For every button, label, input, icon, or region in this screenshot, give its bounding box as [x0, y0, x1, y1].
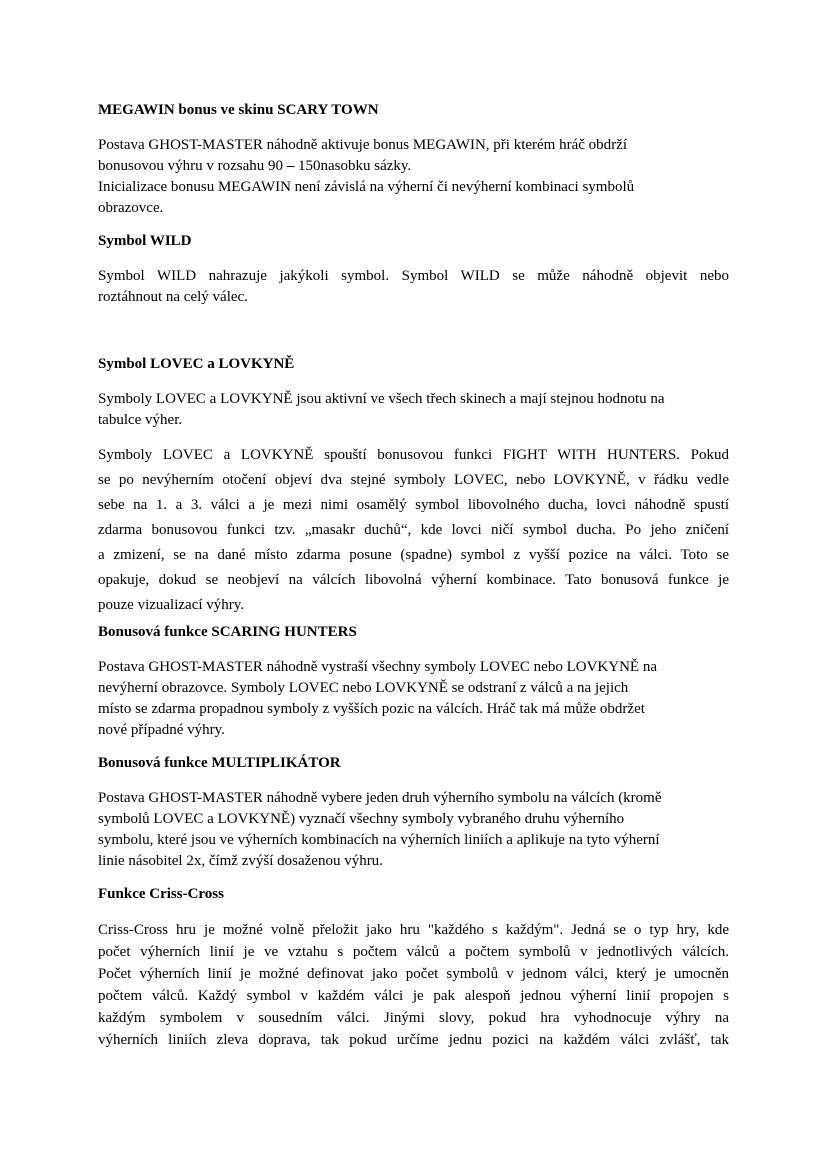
megawin-bonus-paragraph-line-4: obrazovce.: [98, 200, 164, 216]
symbol-wild-paragraph-line-1: Symbol WILD nahrazuje jakýkoli symbol. Symbol WILD se může náhodně objevit nebo: [98, 268, 729, 284]
fight-with-hunters-paragraph-line-7: pouze vizualizací výhry.: [98, 597, 245, 613]
multiplikator-paragraph: [98, 788, 729, 872]
scaring-hunters-paragraph-line-4: nové případné výhry.: [98, 722, 225, 738]
scaring-hunters-paragraph: [98, 657, 729, 741]
criss-cross-paragraph-line-3: Počet výherních linií je možné definovat jako počet symbolů v jednom válci, který je umocněn: [98, 966, 729, 982]
fight-with-hunters-paragraph-line-2: se po nevýherním otočení objeví dva stejné symboly LOVEC, nebo LOVKYNĚ, v řádku vedle: [98, 472, 729, 488]
scaring-hunters-paragraph-line-3: místo se zdarma propadnou symboly z vyšších pozic na válcích. Hráč tak má může obdržet: [98, 701, 645, 717]
criss-cross-paragraph-line-5: každým symbolem v sousedním válci. Jinými slovy, pokud hra vyhodnocuje výhry na: [98, 1010, 729, 1026]
scaring-hunters-heading: Bonusová funkce SCARING HUNTERS: [98, 624, 357, 640]
fight-with-hunters-paragraph-line-5: a zmizení, se na dané místo zdarma posune (spadne) symbol z vyšší pozice na válci. Toto se: [98, 547, 729, 563]
criss-cross-paragraph-line-2: počet výherních linií je ve vztahu s počtem válců a počtem symbolů v jednotlivých válcích.: [98, 944, 729, 960]
multiplikator-paragraph-line-1: Postava GHOST-MASTER náhodně vybere jeden druh výherního symbolu na válcích (kromě: [98, 790, 662, 806]
criss-cross-paragraph-line-1: Criss-Cross hru je možné volně přeložit jako hru "každého s každým". Jedná se o typ hry, kde: [98, 922, 729, 938]
fight-with-hunters-paragraph: [98, 443, 729, 618]
multiplikator-paragraph-line-4: linie násobitel 2x, čímž zvýší dosaženou výhru.: [98, 853, 383, 869]
megawin-bonus-paragraph-line-1: Postava GHOST-MASTER náhodně aktivuje bonus MEGAWIN, při kterém hráč obdrží: [98, 137, 627, 153]
megawin-bonus-paragraph: [98, 135, 729, 219]
symbol-lovec-lovkyne-heading: Symbol LOVEC a LOVKYNĚ: [98, 356, 295, 372]
symbol-wild-paragraph-line-2: roztáhnout na celý válec.: [98, 289, 248, 305]
scaring-hunters-paragraph-line-1: Postava GHOST-MASTER náhodně vystraší všechny symboly LOVEC nebo LOVKYNĚ na: [98, 659, 657, 675]
criss-cross-paragraph-line-6: výherních liniích zleva doprava, tak pokud určíme jednu pozici na každém válci zvlášť, tak: [98, 1032, 729, 1048]
multiplikator-paragraph-line-2: symbolů LOVEC a LOVKYNĚ) vyznačí všechny symboly vybraného druhu výherního: [98, 811, 625, 827]
symbol-lovec-lovkyne-paragraph-line-1: Symboly LOVEC a LOVKYNĚ jsou aktivní ve všech třech skinech a mají stejnou hodnotu na: [98, 391, 665, 407]
criss-cross-paragraph-line-4: počtem válců. Každý symbol v každém válci je pak alespoň jednou výherní linií propojen s: [98, 988, 729, 1004]
funkce-criss-cross-heading: Funkce Criss-Cross: [98, 886, 224, 902]
symbol-lovec-lovkyne-paragraph-line-2: tabulce výher.: [98, 412, 183, 428]
fight-with-hunters-paragraph-line-3: sebe na 1. a 3. válci a je mezi nimi osamělý symbol libovolného ducha, lovci náhodně spustí: [98, 497, 729, 513]
symbol-lovec-lovkyne-paragraph: [98, 389, 729, 431]
megawin-bonus-heading: MEGAWIN bonus ve skinu SCARY TOWN: [98, 102, 379, 118]
symbol-wild-heading: Symbol WILD: [98, 233, 192, 249]
fight-with-hunters-paragraph-line-4: zdarma bonusovou funkci tzv. „masakr duchů“, kde lovci ničí symbol ducha. Po jeho zničení: [98, 522, 729, 538]
spacer-after-symbol-wild: [98, 320, 729, 354]
document-content: [98, 100, 729, 1051]
symbol-wild-paragraph: [98, 266, 729, 308]
fight-with-hunters-paragraph-line-6: opakuje, dokud se neobjeví na válcích libovolná výherní kombinace. Tato bonusová funkce je: [98, 572, 729, 588]
multiplikator-heading: Bonusová funkce MULTIPLIKÁTOR: [98, 755, 341, 771]
criss-cross-paragraph: [98, 919, 729, 1051]
megawin-bonus-paragraph-line-2: bonusovou výhru v rozsahu 90 – 150nasobku sázky.: [98, 158, 412, 174]
multiplikator-paragraph-line-3: symbolu, které jsou ve výherních kombinacích na výherních liniích a aplikuje na tyto výherní: [98, 832, 660, 848]
fight-with-hunters-paragraph-line-1: Symboly LOVEC a LOVKYNĚ spouští bonusovou funkci FIGHT WITH HUNTERS. Pokud: [98, 447, 729, 463]
megawin-bonus-paragraph-line-3: Inicializace bonusu MEGAWIN není závislá na výherní či nevýherní kombinaci symbolů: [98, 179, 635, 195]
scaring-hunters-paragraph-line-2: nevýherní obrazovce. Symboly LOVEC nebo LOVKYNĚ se odstraní z válců a na jejich: [98, 680, 629, 696]
